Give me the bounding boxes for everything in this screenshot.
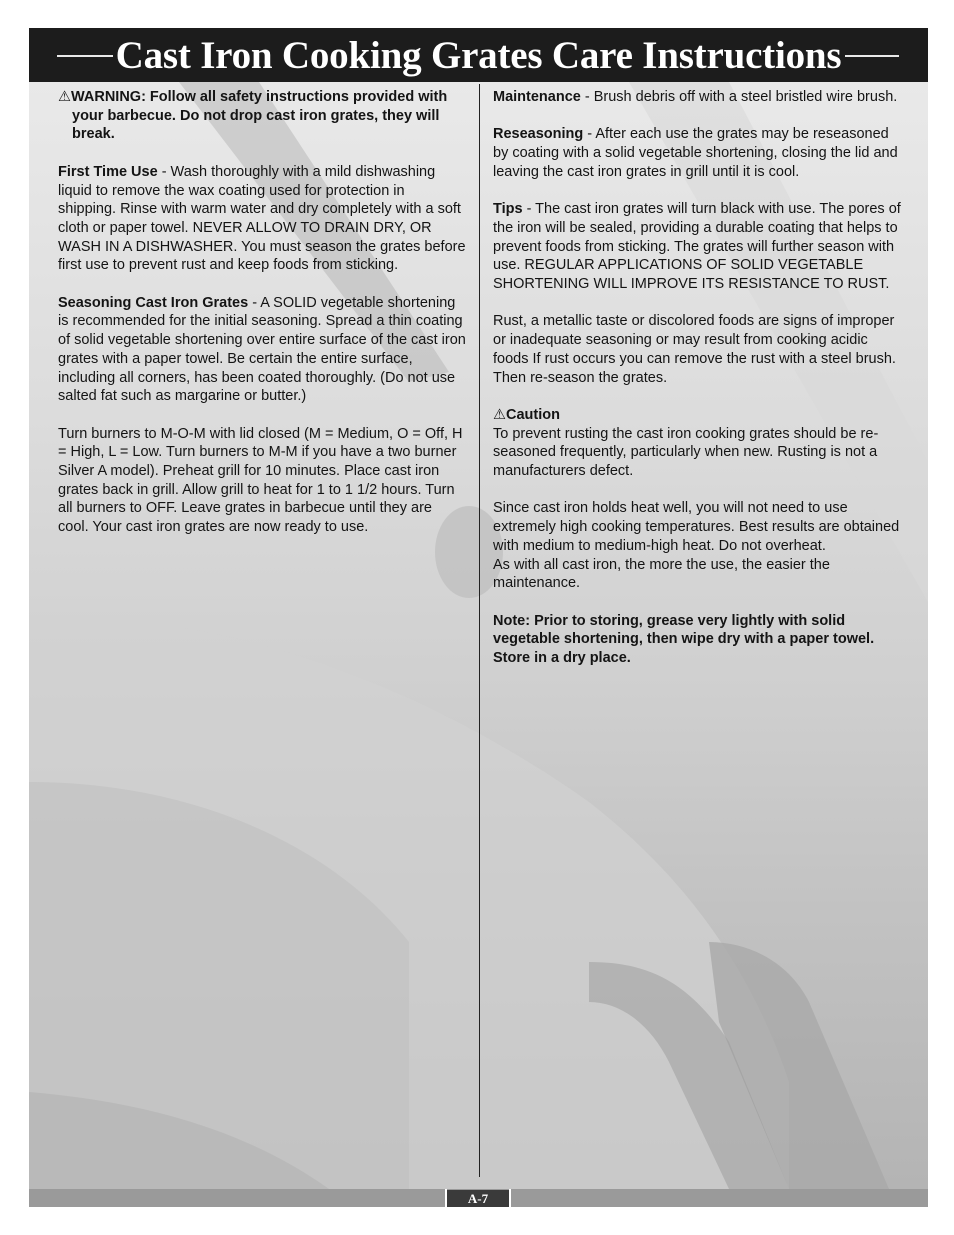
heat-paragraph: Since cast iron holds heat well, you will not need to use extremely high cooking temperatures. Best results are obtained with medium to medium-high heat. Do not overheat.	[493, 500, 900, 554]
rust-paragraph: Rust, a metallic taste or discolored foods are signs of improper or inadequate seasoning or may result from cooking acidic foods If rust occurs you can remove the rust with a steel brush. Then re-season the grates.	[493, 313, 896, 386]
tips-paragraph	[493, 200, 901, 294]
warning-text: WARNING: Follow all safety instructions provided with your barbecue. Do not drop cast iron grates, they will break.	[71, 89, 448, 143]
seasoning-paragraph	[58, 294, 466, 406]
seasoning-text: - A SOLID vegetable shortening is recommended for the initial seasoning. Spread a thin coating of solid vegetable shortening over entire surface of the cast iron grates with a paper towel. Be certain the entire surface, including all corners, has been coated thoroughly. (Do not use salted fat such as margarine or butter.)	[58, 294, 466, 405]
reseasoning-text: - After each use the grates may be reseasoned by coating with a solid vegetable shortening, closing the lid and leaving the cast iron grates in grill until it is cool.	[493, 126, 898, 180]
maintenance-paragraph	[493, 88, 901, 107]
caution-heading: Caution	[506, 406, 560, 423]
column-divider	[479, 84, 480, 1177]
reseasoning-paragraph	[493, 125, 901, 181]
tips-text: - The cast iron grates will turn black with use. The pores of the iron will be sealed, providing a durable coating that helps to prevent foods from sticking. The grates will further season with use. REGULAR APPLICATIONS OF SOLID VEGETABLE SHORTENING WILL IMPROVE ITS RESISTANCE TO RUST.	[493, 201, 901, 292]
title-banner	[29, 28, 928, 82]
warning-icon: ⚠	[58, 89, 71, 105]
first-use-text: - Wash thoroughly with a mild dishwashing liquid to remove the wax coating used for protection in shipping. Rinse with warm water and dry completely with a soft cloth or paper towel. NEVER ALLOW TO DRAIN DRY, OR WASH IN A DISHWASHER. You must season the grates before first use to prevent rust and keep foods from sticking.	[58, 163, 466, 274]
right-column	[493, 88, 901, 686]
first-use-paragraph	[58, 163, 466, 275]
left-column	[58, 88, 466, 556]
footer-bar	[29, 1189, 928, 1207]
title-rule-right	[845, 55, 899, 57]
page-title: Cast Iron Cooking Grates Care Instructions	[115, 34, 842, 77]
tips-heading: Tips	[493, 201, 523, 218]
warning-paragraph	[58, 88, 466, 144]
first-use-heading: First Time Use	[58, 163, 158, 180]
maintenance-text: - Brush debris off with a steel bristled wire brush.	[580, 89, 898, 105]
maintenance-heading: Maintenance	[493, 89, 581, 105]
burners-paragraph: Turn burners to M-O-M with lid closed (M = Medium, O = Off, H = High, L = Low. Turn burners to M-M if you have a two burner Silver A model). Preheat grill for 10 minutes. Place cast iron grates back in grill. Allow grill to heat for 1 to 1 1/2 hours. Turn all burners to OFF. Leave grates in barbecue until they are cool. Your cast iron grates are now ready to use.	[58, 425, 463, 536]
seasoning-heading: Seasoning Cast Iron Grates	[58, 294, 249, 311]
caution-icon: ⚠	[493, 406, 506, 423]
footer-separator-right	[509, 1189, 511, 1207]
usage-paragraph: As with all cast iron, the more the use, the easier the maintenance.	[493, 556, 830, 592]
caution-text: To prevent rusting the cast iron cooking grates should be re-seasoned frequently, particularly when new. Rusting is not a manufacturers defect.	[493, 425, 879, 479]
page-number: A-7	[447, 1190, 509, 1207]
caution-heading-line	[493, 406, 901, 425]
storage-note: Note: Prior to storing, grease very lightly with solid vegetable shortening, then wipe dry with a paper towel. Store in a dry place.	[493, 612, 875, 666]
reseasoning-heading: Reseasoning	[493, 126, 584, 143]
